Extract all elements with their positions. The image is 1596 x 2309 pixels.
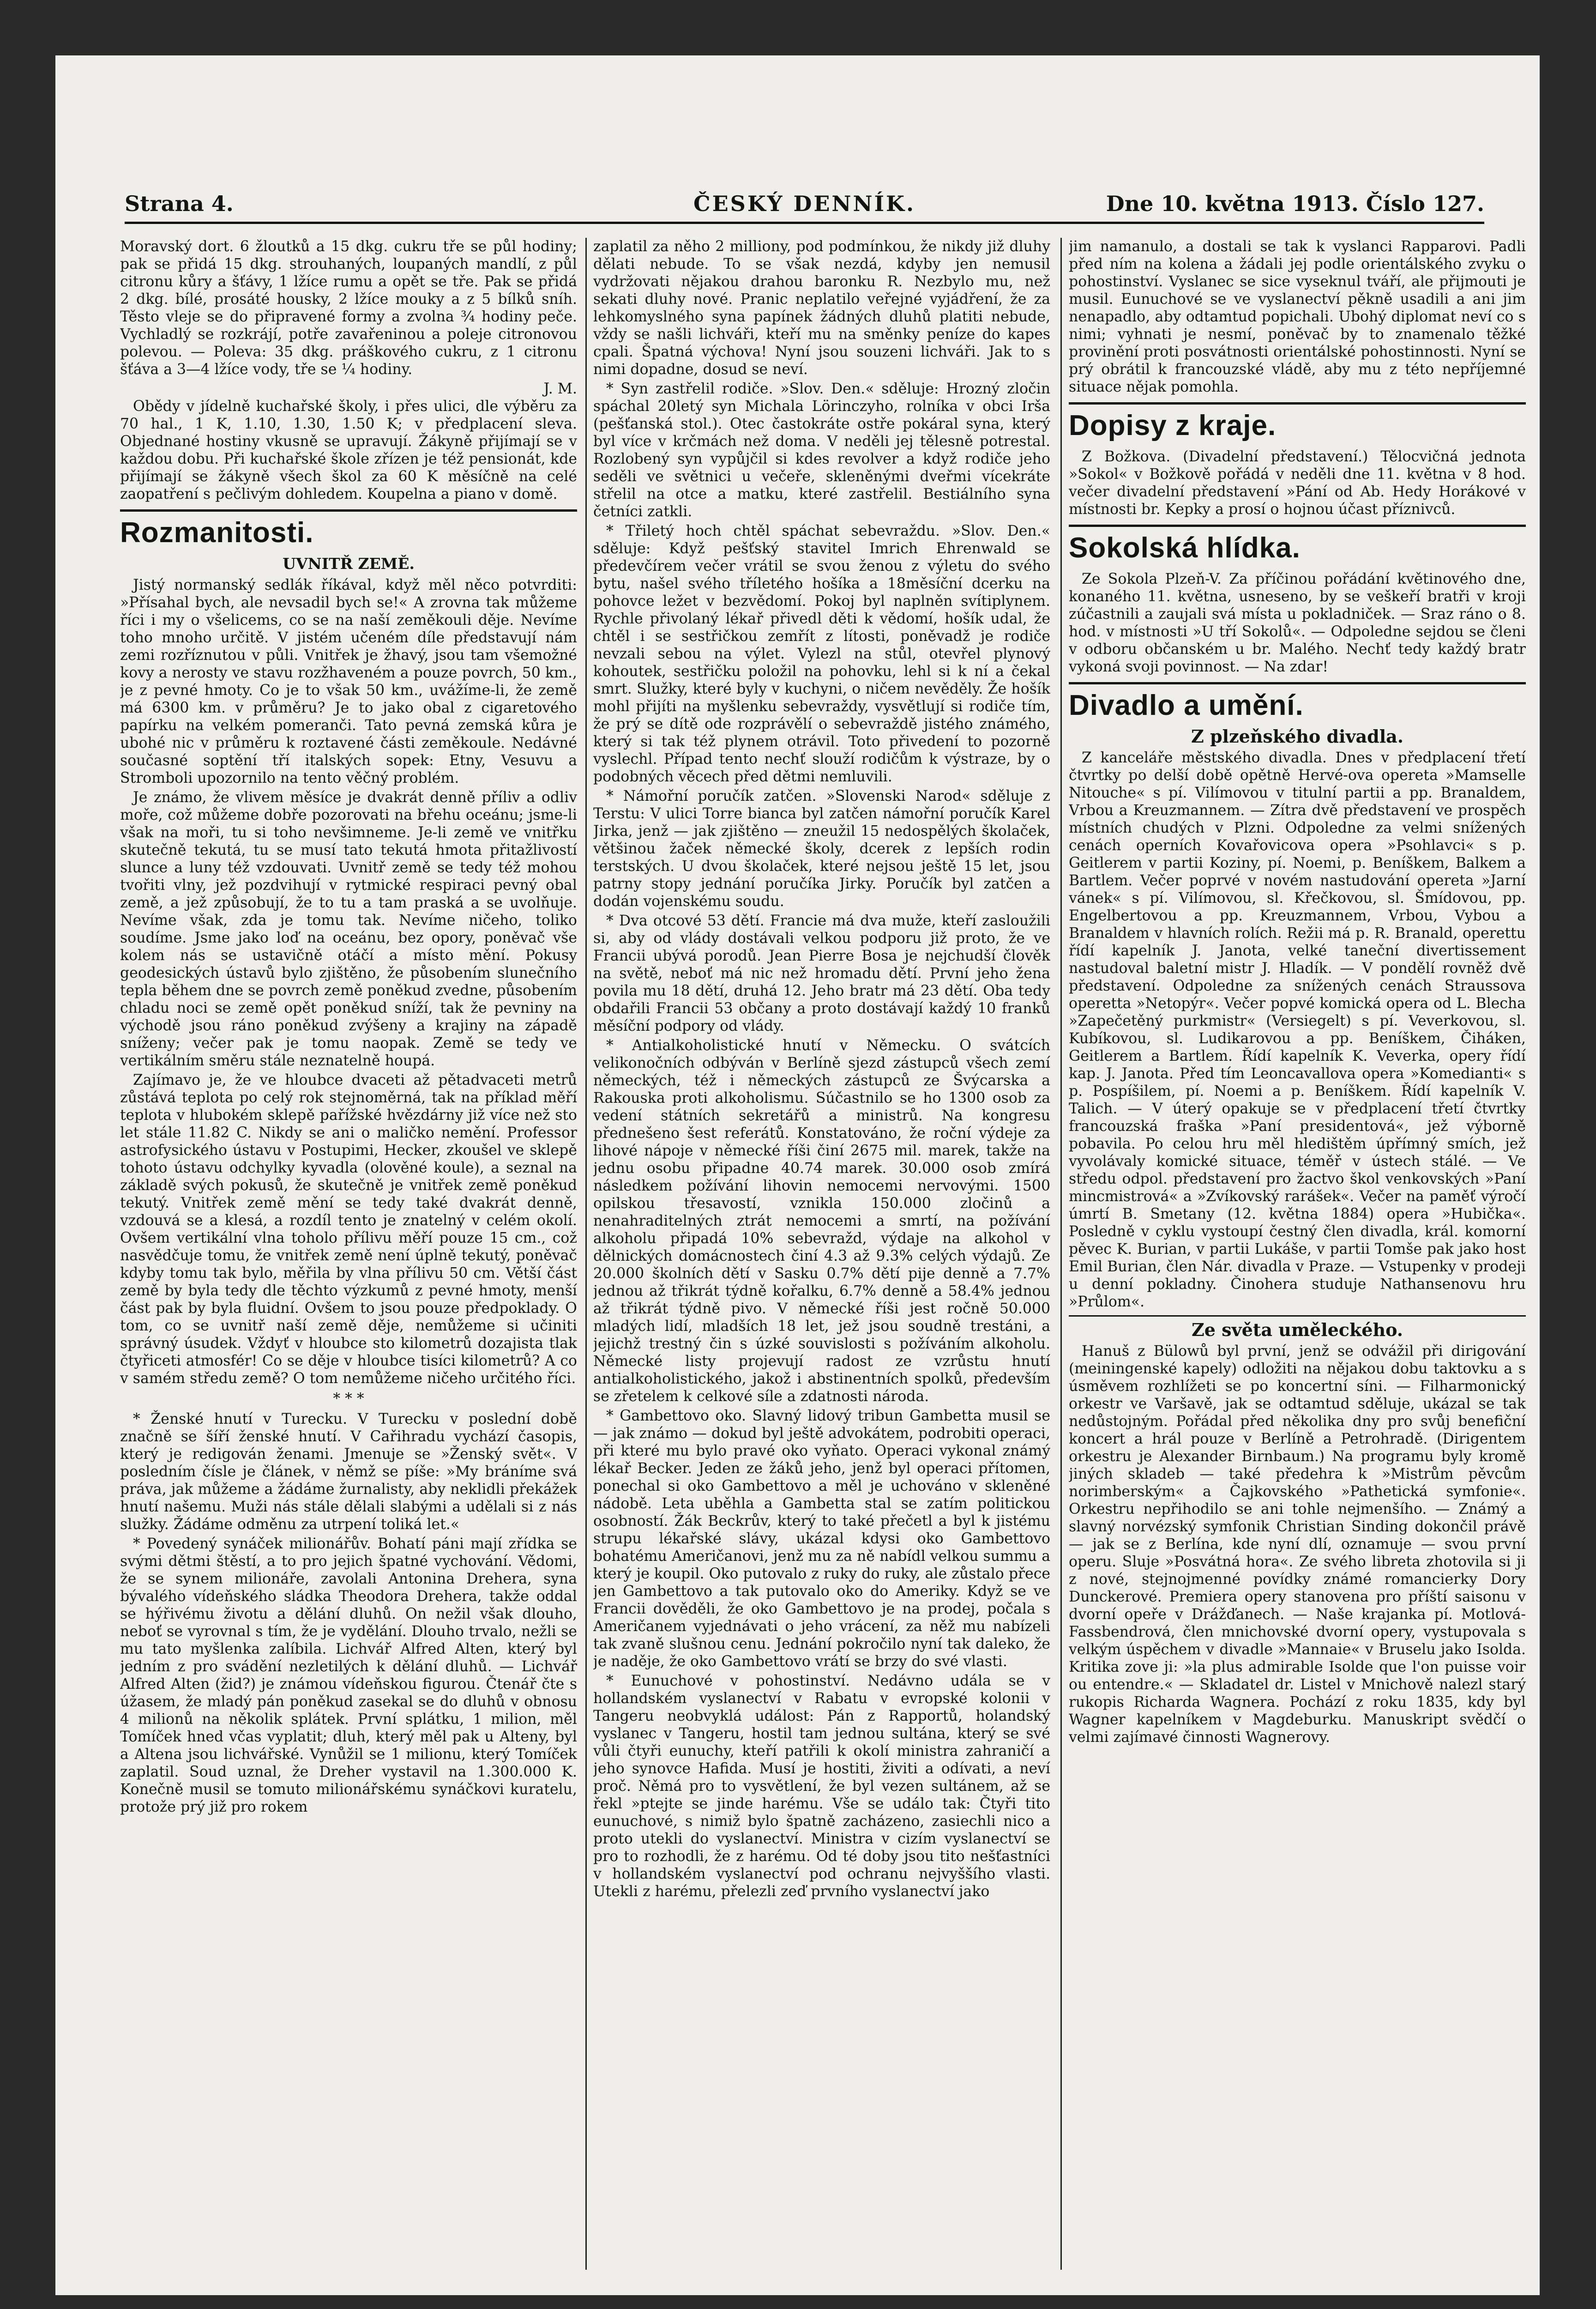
news-item: * Námořní poručík zatčen. »Slovenski Narod« sděluje z Terstu: V ulici Torre bianca byl zatčen námořní poručík Karel Jirka, jenž — jak zjištěno — zneužil 15 nedospělých školaček, většinou žaček německé školy, dcerek z lepších rodin terstských. U dvou školaček, které nejsou ještě 15 let, jsou patrny stopy jednání poručíka Jirky. Poručík byl zatčen a dodán vojenskému soudu. bbox=[593, 788, 1050, 910]
column-2 bbox=[593, 238, 1050, 2279]
article-title: UVNITŘ ZEMĚ. bbox=[283, 555, 415, 573]
article-paragraph: Ze Sokola Plzeň-V. Za příčinou pořádání květinového dne, konaného 11. května, usneseno, by se veškeří bratři v kroji zúčastnili a zaujali svá místa u pokladniček. — Sraz ráno o 8. hod. v místnosti »U tří Sokolů«. — Odpoledne sejdou se členi v odboru občanském u br. Malého. Nechť tedy každý bratr vykoná svoji povinnost. — Na zdar! bbox=[1069, 571, 1526, 675]
article-paragraph: Z kanceláře městského divadla. Dnes v předplacení třetí čtvrtky po delší době opětně Hervé-ova opereta »Mamselle Nitouche« s pí. Vilímovou v titulní partii a pp. Branaldem, Vrbou a Kreuzmannem. — Zítra dvě představení ve prospěch místních chudých v Plzni. Odpoledne za velmi snížených cenách operních Kovařovicova opera »Psohlavci« s p. Geitlerem v partii Koziny, pí. Noemi, p. Beníškem, Balkem a Bartlem. Večer poprvé v novém nastudování opereta »Jarní vánek« s pí. Vilímovou, sl. Křečkovou, sl. Šmídovou, pp. Engelbertovou a pp. Kreuzmannem, Vrbou, Vybou a Branaldem v hlavních rolích. Režii má p. R. Branald, operettu řídí kapelník J. Janota, velké taneční divertissement nastudoval baletní mistr J. Hladík. — V pondělí rovněž dvě představení. Odpoledne za snížených cenách Straussova operetta »Netopýr«. Večer popvé komická opera od L. Blecha »Zapečetěný purkmistr« (Versiegelt) s pí. Veverkovou, sl. Kubíkovou, sl. Ludikarovou a pp. Beníškem, Čiháken, Geitlerem a Bartlem. Řídí kapelník K. Veverka, opery řídí kap. J. Janota. Před tím Leoncavallova opera »Komedianti« s p. Pospíšilem, pí. Noemi a p. Beníškem. Řídí kapelník V. Talich. — V úterý opakuje se v předplacení třetí čtvrtky francouzská fraška »Paní presidentová«, jež výborně pobavila. Po celou hru měl hledištěm úpřímný smích, jež vyvolávaly komické situace, téměř v ústech stálé. — Ve středu odpol. představení pro žactvo škol venkovských »Paní mincmistrová« a »Zvíkovský rarášek«. Večer na paměť výročí úmrtí B. Smetany (12. května 1884) opera »Hubička«. Posledně v cyklu vystoupí čestný člen divadla, král. komorní pěvec K. Burian, v partii Lukáše, v partii Tomše pak jako host Emil Burian, člen Nár. divadla v Praze. — Vstupenky v prodeji u denní pokladny. Činohera studuje Nathansenovu hru »Průlom«. bbox=[1069, 750, 1526, 1310]
separator-stars: * * * bbox=[333, 1390, 364, 1407]
page-header bbox=[125, 180, 1484, 224]
news-item: * Dva otcové 53 dětí. Francie má dva muže, kteří zasloužili si, aby od vlády dostávali velkou podporu již proto, že ve Francii ubývá porodů. Jean Pierre Bosa je nejchudší člověk na světě, neboť má nic než hromadu dětí. První jeho žena povila mu 18 dětí, druhá 12. Jeho bratr má 23 dětí. Oba tedy obdařili Francii 53 občany a proto dostávají každý 10 franků měsíční podpory od vlády. bbox=[593, 913, 1050, 1034]
section-heading: Dopisy z kraje. bbox=[1069, 410, 1277, 441]
article-paragraph: Hanuš z Bülowů byl první, jenž se odvážil při dirigování (meiningenské kapely) odložiti na nějakou dobu taktovku a s úsměvem rozhlížeti se po koncertní síni. — Filharmonický orkestr ve Varšavě, jak se odtamtud sděluje, ukázal se tak nedůstojným. Pořádal před několika dny pro svůj benefiční koncert a hrál pouze v Berlíně a Petrohradě. (Dirigentem orkestru je Alexander Birnbaum.) Na programu byly kromě jiných skladeb — také předehra k »Mistrům pěvcům norimberským« a Čajkovského »Pathetická symfonie«. Orkestru nepřihodilo se ani tohle nejmenšího. — Známý a slavný norvézský symfonik Christian Sinding dokončil právě — jak se z Berlína, kde nyní dlí, oznamuje — svou první operu. Sluje »Posvátná hora«. Ze svého libreta zhotovila si ji z nové, stejnojmenné povídky známé romancierky Dory Dunckerové. Premiera opery stanovena pro příští saisonu v dvorní opeře v Drážďanech. — Naše krajanka pí. Motlová-Fassbendrová, člen mnichovské dvorní opery, vystupovala s velkým úspěchem v divadle »Mannaie« v Bruselu jako Isolda. Kritika zove ji: »la plus admirable Isolde que l'on puisse voir ou entendre.« — Skladatel dr. Listel v Mnichově nalezl starý rukopis Richarda Wagnera. Pochází z roku 1835, kdy byl Wagner kapelníkem v Magdeburku. Manuskript svědčí o velmi zajímavé činnosti Wagnerovy. bbox=[1069, 1343, 1526, 1746]
section-heading: Divadlo a umění. bbox=[1069, 689, 1304, 721]
article-paragraph: Obědy v jídelně kuchařské školy, i přes ulici, dle výběru za 70 hal., 1 K, 1.10, 1.30, 1.50 K; v předplacení sleva. Objednané hostiny vkusně se upravují. Žákyně přijímají se v každou dobu. Při kuchařské škole zřízen je též pensionát, kde přijímají se žákyně všech škol za 60 K měsíčně na celé zaopatření s pečlivým dohledem. Koupelna a piano v domě. bbox=[120, 398, 577, 502]
issue-date: Dne 10. května 1913. Číslo 127. bbox=[1106, 191, 1484, 216]
news-item: * Syn zastřelil rodiče. »Slov. Den.« sděluje: Hrozný zločin spáchal 20letý syn Michala Lörinczyho, rolníka v obci Irša (pešťanská stol.). Otec častokráte ostře pokáral syna, který byl více v krčmách než doma. V neděli jej tělesně potrestal. Rozlobený syn vypůjčil si kdes revolver a když rodiče jeho seděli ve světnici u večeře, skleněnými dveřmi vícekráte střelil na otce a matku, které zastřelil. Bestiálního syna četníci zatkli. bbox=[593, 381, 1050, 520]
news-item: * Eunuchové v pohostinství. Nedávno udála se v hollandském vyslanectví v Rabatu v evropské kolonii v Tangeru neobvyklá událost: Pán z Rapportů, holandský vyslanec v Tangeru, hostil tam jednou sultána, který se své vůli čtyři eunuchy, kteří patřili k okolí ministra zahraničí a jeho synovce Hafida. Musí je hostiti, živiti a odívati, a neví proč. Němá pro to vysvětlení, že byl vezen sultánem, až se řekl »ptejte se jinde harému. Vše se událo tak: Čtyři tito eunuchové, s nimiž bylo špatně zacházeno, zasiechli nico a proto utekli do vyslanectví. Ministra v cizím vyslanectví se pro to rozhodli, že z harému. Od té doby jsou tito nešťastníci v hollandském vyslanectví pod ochranu nejvyššího vlasti. Utekli z harému, přelezli zeď prvního vyslanectví jako bbox=[593, 1673, 1050, 1900]
page-number: Strana 4. bbox=[125, 191, 234, 216]
section-divider bbox=[1069, 682, 1526, 684]
article-paragraph: Jistý normanský sedlák říkával, když měl něco potvrditi: »Přísahal bych, ale nevsadil bych se!« A zrovna tak můžeme říci i my o všelicems, co se na naší zeměkouli děje. Nevíme toho mnoho určitě. V jistém učeném díle představují nám zemi rozříznutou v půli. Vnitřek je žhavý, jsou tam všemožné kovy a nerosty ve stavu rozžhaveném a pouze povrch, 50 km., je z pevné hmoty. Co je to však 50 km., uvážíme-li, že země má 6300 km. v průměru? Je to jako obal z cigaretového papírku na velkém pomeranči. Tato pevná zemská kůra je ubohé nic v průměru k roztavené části zeměkoule. Nedávné současné soptění tří italských sopek: Etny, Vesuvu a Stromboli upozornilo na tento věčný problém. bbox=[120, 577, 577, 786]
news-item: * Gambettovo oko. Slavný lidový tribun Gambetta musil se — jak známo — dokud byl ještě advokátem, podrobiti operaci, při které mu bylo pravé oko vyňato. Operaci vykonal známý lékař Becker. Jeden ze žáků jeho, jenž byl operaci přítomen, ponechal si oko Gambettovo a měl je uchováno v skleněné nádobě. Leta uběhla a Gambetta stal se zatím politickou osobností. Žák Beckrův, který to také přečetl a byl k jistému strupu lékařské slávy, ukázal kdysi oko Gambettovo bohatému Američanovi, jenž mu za ně nabídl velkou summu a který je koupil. Oko putovalo z ruky do ruky, ale zůstalo přece jen Gambettovo a tak putovalo oko do Ameriky. Když se ve Francii dověděli, že oko Gambettovo je na prodej, počala s Američanem vyjednávati o jeho vrácení, za něž mu nabízeli tak zvaně slušnou cenu. Jednání pokročilo nyní tak daleko, že je naděje, že oko Gambettovo vrátí se brzy do své vlasti. bbox=[593, 1408, 1050, 1670]
news-item: * Třiletý hoch chtěl spáchat sebevraždu. »Slov. Den.« sděluje: Když pešťský stavitel Imrich Ehrenwald se předevčírem večer vrátil se svou ženou z výletu do svého bytu, našel svého tříletého hošíka a 18měsíční dcerku na pohovce ležet v bezvědomí. Pokoj byl naplněn svítiplynem. Rychle přivolaný lékař přivedl děti k vědomí, hošík udal, že chtěl i se sestřičkou zemřít z lítosti, poněvadž je rodiče nevzali sebou na výlet. Vylezl na stůl, otevřel plynový kohoutek, sestřičku položil na pohovku, lehl si k ní a čekal smrt. Služky, které byly v kuchyni, o ničem nevěděly. Že hošík mohl přijíti na myšlenku sebevraždy, vysvětlují si rodiče tím, že prý se dítě ode rozprávělí o sebevraždě jistého známého, který si tak též plynem otrávil. Toto přivedení to pozorně vyslechl. Případ tento nechť slouží rodičům k výstraze, by o podobných věcech před dětmi nemluvili. bbox=[593, 523, 1050, 785]
masthead-title: ČESKÝ DENNÍK. bbox=[693, 191, 916, 216]
section-divider bbox=[120, 509, 577, 512]
author-signature: J. M. bbox=[543, 381, 577, 397]
article-paragraph: jim namanulo, a dostali se tak k vyslanci Rapparovi. Padli před ním na kolena a žádali jej podle orientálského zvyku o pohostinství. Vyslanec se sice vyseknul tváří, ale přijmouti je musil. Eunuchové se ve vyslanectví pěkně usadili a ani jim nenapadlo, aby odtamtud popichali. Ubohý diplomat neví co s nimi; vyhnati je nesmí, poněvač by to znamenalo těžké provinění proti posvátnosti orientálské pohostinnosti. Nyní se prý obrátil k francouzské vládě, aby mu z této nepříjemné situace nějak pomohla. bbox=[1069, 238, 1526, 395]
column-divider bbox=[1060, 238, 1062, 2270]
news-item: * Povedený synáček milionářův. Bohatí páni mají zřídka se svými dětmi štěstí, a to pro jejich špatné vychování. Vědomi, že se synem milionáře, zavolali Antonina Drehera, syna bývalého vídeňského sládka Theodora Drehera, takže oddal se hýřivému životu a dělání dluhů. On nežil však dlouho, neboť se vyrovnal s tím, že je vydělání. Dlouho trvalo, nežli se mu tato myšlenka zalíbila. Lichvář Alfred Alten, který byl jedním z pro svádění nezletilých k dělání dluhů. — Lichvář Alfred Alten (žid?) je známou vídeňskou figurou. Čtenář čte s úžasem, že mladý pán poněkud zasekal se do dluhů v obnosu 4 milionů na několik splátek. První splátku, 1 milion, měl Tomíček hned včas vyplatit; dluh, který měl pak u Alteny, byl a Altena jsou lichvářské. Vynůžil se 1 milionu, který Tomíček zaplatil. Soud uznal, že Dreher vystavil na 1.300.000 K. Konečně musil se tomuto milionářskému synáčkovi kuratelu, protože prý již pro rokem bbox=[120, 1535, 577, 1815]
column-divider bbox=[585, 238, 587, 2270]
article-title: Z plzeňského divadla. bbox=[1191, 726, 1404, 747]
article-paragraph: Moravský dort. 6 žloutků a 15 dkg. cukru tře se půl hodiny; pak se přidá 15 dkg. strouhaných, loupaných mandlí, z půl citronu kůry a šťávy, 1 lžíce rumu a opět se tře. Pak se přidá 2 dkg. bílé, prosáté housky, 2 lžíce mouky a z 5 bílků sníh. Těsto vleje se do připravené formy a zvolna ¾ hodiny peče. Vychladlý se rozkrájí, potře zavařeninou a poleje citronovou polevou. — Poleva: 35 dkg. práškového cukru, z 1 citronu šťáva a 3—4 lžíce vody, tře se ¼ hodiny. bbox=[120, 238, 577, 378]
article-paragraph: zaplatil za něho 2 milliony, pod podmínkou, že nikdy již dluhy dělati nebude. To se však nezdá, kdyby jen nemusil vydržovati nějakou drahou baronku R. Nezbylo mu, než sekati dluhy nové. Pranic neplatilo veřejné vyjádření, že za lehkomyslného syna papínek žádných dluhů platiti nebude, vždy se našli lichváři, kteří mu na směnky peníze do kapes cpali. Špatná výchova! Nyní jsou souzeni lichváři. Jak to s nimi dopadne, dosud se neví. bbox=[593, 238, 1050, 378]
section-heading: Sokolská hlídka. bbox=[1069, 532, 1301, 564]
column-1 bbox=[120, 238, 577, 2279]
article-paragraph: Je známo, že vlivem měsíce je dvakrát denně příliv a odliv moře, což můžeme dobře pozorovati na břehu oceánu; jsme-li však na moři, tu si toho nevšimneme. Je-li země ve vnitřku skutečně tekutá, tu se musí tato tekutá hmota přitažlivostí slunce a luny též vzdouvati. Uvnitř země se tedy též mohou tvořiti vlny, jež pozdvihují v rytmické respiraci pevný obal země, a jež způsobují, že to tu a tam praská a se uvolňuje. Nevíme však, zda je tomu tak. Nevíme ničeho, toliko soudíme. Jsme jako loď na oceánu, bez opory, poněvač vše kolem nás se ustavičně otáčí a místo mění. Pokusy geodesických ústavů bylo zjištěno, že působením slunečního tepla během dne se povrch země poněkud zvedne, působením chladu noci se země opět poněkud sníží, tak že pevniny na východě jsou ráno poněkud zvýšeny a krajiny na západě sníženy; večer pak je tomu naopak. Země se tedy ve vertikálním směru stále neznatelně houpá. bbox=[120, 789, 577, 1069]
newspaper-page bbox=[55, 55, 1540, 2295]
news-item: * Ženské hnutí v Turecku. V Turecku v poslední době značně se šíří ženské hnutí. V Cařihradu vychází časopis, který je redigován ženami. Jmenuje se »Ženský svět«. V posledním čísle je článek, v němž se píše: »My bráníme svá práva, jak můžeme a žádáme žurnalisty, aby neklidli překážek hnutí našemu. Muži nás stále dělali slabými a udělali si z nás služky. Žádáme odměnu za utrpení toliká let.« bbox=[120, 1411, 577, 1533]
column-3 bbox=[1069, 238, 1526, 2279]
article-title: Ze světa uměleckého. bbox=[1191, 1319, 1403, 1340]
section-divider bbox=[1069, 1315, 1526, 1317]
article-paragraph: Zajímavo je, že ve hloubce dvaceti až pětadvaceti metrů zůstává teplota po celý rok stejnoměrná, tak na příklad měří teplota v hlubokém sklepě pařížské hvězdárny již více než sto let stále 11.82 C. Nikdy se ani o maličko nemění. Professor astrofysického ústavu v Postupimi, Hecker, zkoušel ve sklepě tohoto ústavu odchylky kyvadla (olověné koule), a seznal na základě svých pokusů, že skutečně je vnitřek země poněkud tekutý. Vnitřek země mění se tedy také dvakrát denně, vzdouvá se a klesá, a rozdíl tento je znatelný v celém okolí. Ovšem vertikální vlna toholo přílivu měří pouze 15 cm., což nasvědčuje tomu, že vnitřek země není úplně tekutý, poněvač kdyby tomu tak bylo, měřila by vlna přílivu 50 cm. Větší část země by byla tedy dle těchto výzkumů z pevné hmoty, menší část pak by byla fluidní. Ovšem to jsou pouze předpoklady. O tom, co se uvnitř naší země děje, nemůžeme si učiniti správný úsudek. Vždyť v hloubce sto kilometrů dozajista tlak čtyřiceti atmosfér! Co se děje v hloubce tisíci kilometrů? A co v samém středu země? O tom nemůžeme ničeho určitého říci. bbox=[120, 1072, 577, 1387]
article-paragraph: Z Božkova. (Divadelní představení.) Tělocvičná jednota »Sokol« v Božkově pořádá v neděli dne 11. května v 8 hod. večer divadelní představení »Pání od Ab. Hedy Horákové v místnosti br. Kepky a prosí o hojnou účast příznivců. bbox=[1069, 448, 1526, 518]
section-heading: Rozmanitosti. bbox=[120, 517, 314, 549]
section-divider bbox=[1069, 525, 1526, 527]
news-item: * Antialkoholistické hnutí v Německu. O svátcích velikonočních odbýván v Berlíně sjezd zástupců všech zemí německých, též i německých zástupců ze Švýcarska a Rakouska proti alkoholismu. Súčastnilo se ho 1300 osob za vedení státních sekretářů a ministrů. Na kongresu přednešeno šest referátů. Konstatováno, že roční výdeje za lihové nápoje v německé říši činí 2675 mil. marek, takže na jednu osobu připadne 40.74 marek. 30.000 osob zmírá následkem požívání lihovin nemocemi nervovými. 1500 opilskou třesavostí, vznikla 150.000 zločinů a nenahraditelných ztrát nemocemi a smrtí, na požívání alkoholu připadá 10% sebevražd, výdaje na alkohol v dělnických domácnostech činí 4.3 až 9.3% celých výdajů. Ze 20.000 školních dětí v Sasku 0.7% dětí pije denně a 7.7% jednou až třikrát týdně kořalku, 6.7% denně a 58.4% jednou až třikrát týdně pivo. V německé říši jest ročně 50.000 mladých lidí, mladších 18 let, jež jsou soudně trestáni, a jejichž trestný čin s úzké souvislosti s požíváním alkoholu. Německé listy projevují radost ze vzrůstu hnutí antialkoholistického, jakož i abstinentních spolků, především se zřetelem k celkové síle a zdatnosti národa. bbox=[593, 1037, 1050, 1405]
section-divider bbox=[1069, 402, 1526, 405]
